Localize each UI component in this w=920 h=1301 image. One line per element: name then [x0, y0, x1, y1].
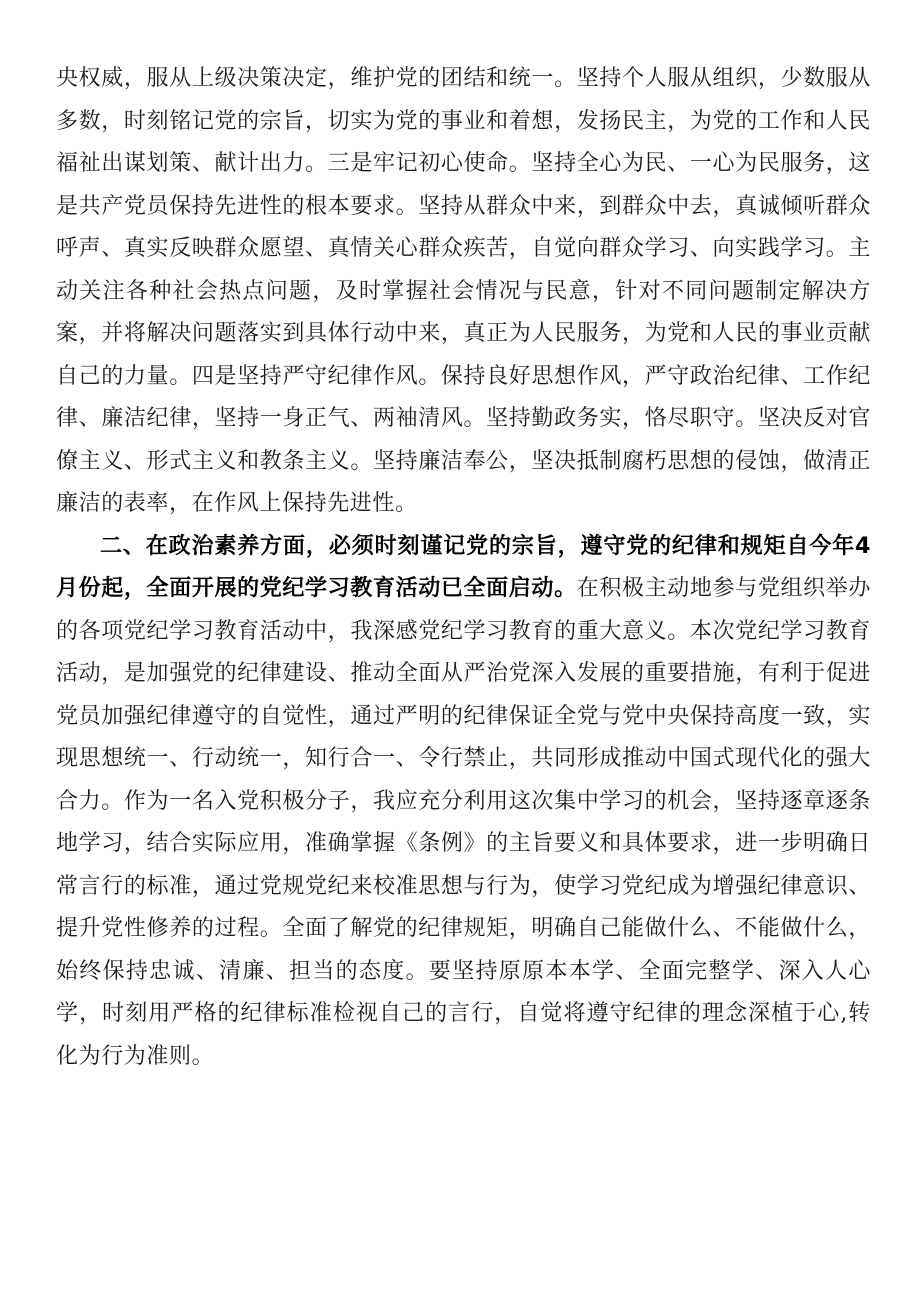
- paragraph-body: 央权威，服从上级决策决定，维护党的团结和统一。坚持个人服从组织，少数服从多数，时刻铭记党的宗旨，切实为党的事业和着想，发扬民主，为党的工作和人民福祉出谋划策、献计出力。三是牢记初心使命。坚持全心为民、一心为民服务，这是共产党员保持先进性的根本要求。坚持从群众中来，到群众中去，真诚倾听群众呼声、真实反映群众愿望、真情关心群众疾苦，自觉向群众学习、向实践学习。主动关注各种社会热点问题，及时掌握社会情况与民意，针对不同问题制定解决方案，并将解决问题落实到具体行动中来，真正为人民服务，为党和人民的事业贡献自己的力量。四是坚持严守纪律作风。保持良好思想作风，严守政治纪律、工作纪律、廉洁纪律，坚持一身正气、两袖清风。坚持勤政务实，恪尽职守。坚决反对官僚主义、形式主义和教条主义。坚持廉洁奉公，坚决抵制腐朽思想的侵蚀，做清正廉洁的表率，在作风上保持先进性。: [56, 66, 871, 516]
- paragraph-section-two: [56, 526, 871, 1079]
- section-heading: 二、在政治素养方面，必须时刻谨记党的宗旨，遵守党的纪律和规矩自今年4月份起，全面开展的党纪学习教育活动已全面启动。: [56, 533, 871, 601]
- paragraph-body: 在积极主动地参与党组织举办的各项党纪学习教育活动中，我深感党纪学习教育的重大意义。本次党纪学习教育活动，是加强党的纪律建设、推动全面从严治党深入发展的重要措施，有利于促进党员加强纪律遵守的自觉性，通过严明的纪律保证全党与党中央保持高度一致，实现思想统一、行动统一，知行合一、令行禁止，共同形成推动中国式现代化的强大合力。作为一名入党积极分子，我应充分利用这次集中学习的机会，坚持逐章逐条地学习，结合实际应用，准确掌握《条例》的主旨要义和具体要求，进一步明确日常言行的标准，通过党规党纪来校准思想与行为，使学习党纪成为增强纪律意识、提升党性修养的过程。全面了解党的纪律规矩，明确自己能做什么、不能做什么，始终保持忠诚、清廉、担当的态度。要坚持原原本本学、全面完整学、深入人心学，时刻用严格的纪律标准检视自己的言行，自觉将遵守纪律的理念深植于心,转化为行为准则。: [56, 576, 871, 1069]
- document-page: [56, 58, 871, 1078]
- paragraph-continued: [56, 58, 871, 526]
